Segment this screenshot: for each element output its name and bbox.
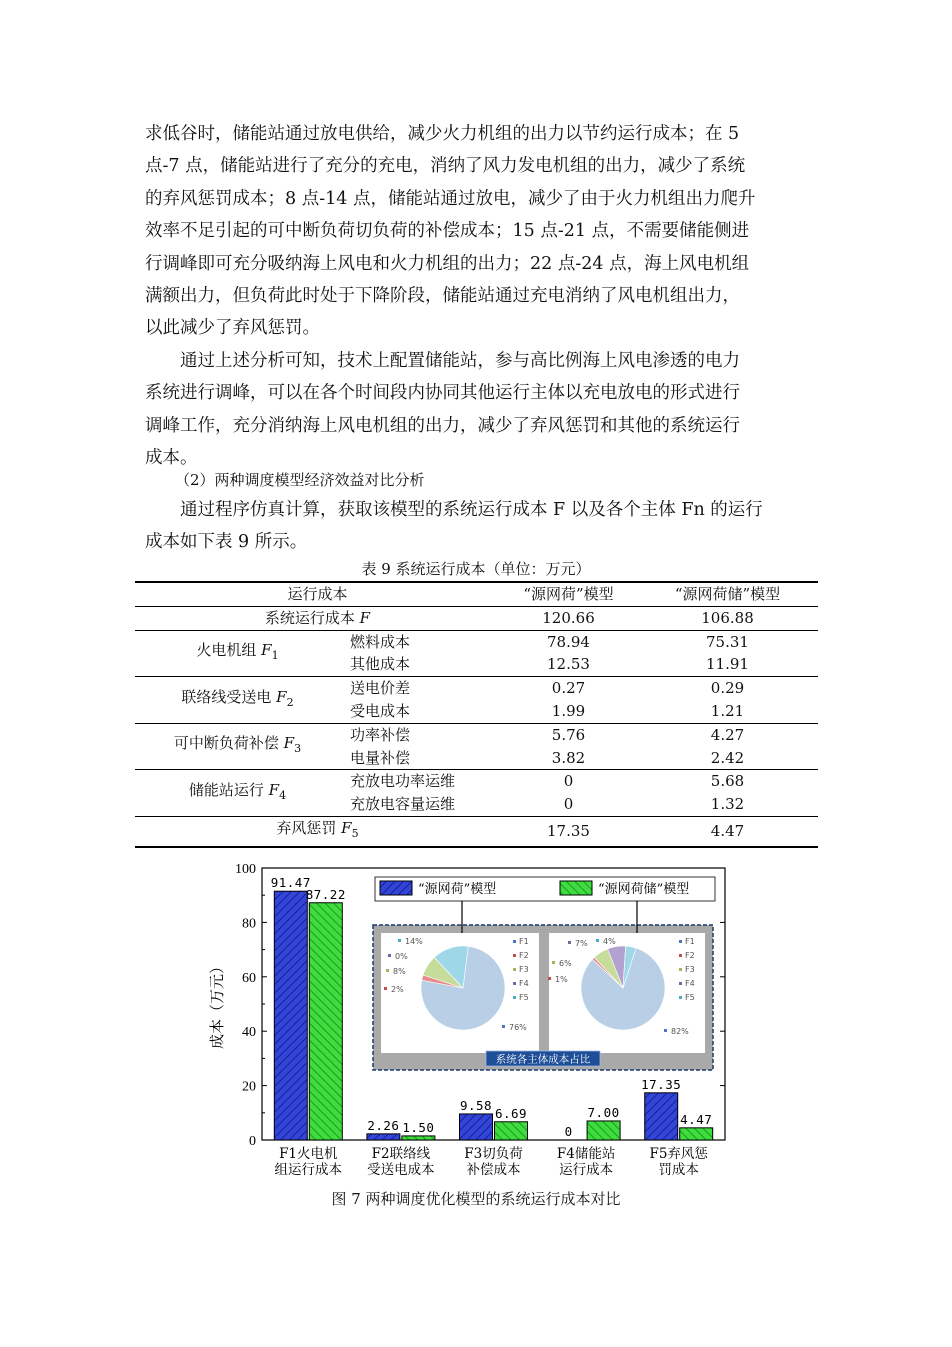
table-cell: 4.47 [637, 816, 818, 846]
table-cell: 78.94 [500, 630, 637, 653]
bar-value-label: 6.69 [494, 1105, 528, 1121]
y-axis-label: 成本（万元） [208, 958, 226, 1050]
column-header: “源网荷”模型 [500, 582, 637, 606]
pie-label-marker [384, 987, 387, 990]
x-tick-label: 受送电成本 [367, 1162, 435, 1178]
bar-value-label: 4.47 [680, 1111, 713, 1127]
bar [309, 903, 342, 1140]
x-tick-label: 运行成本 [559, 1162, 614, 1178]
paragraph-2 [145, 345, 810, 475]
table-cell: 0 [563, 795, 574, 814]
table-row [135, 723, 818, 746]
pie-label: 1% [555, 975, 568, 984]
pie-legend-marker [513, 940, 516, 943]
table-cell: 1.21 [710, 701, 745, 720]
pie-legend-marker [679, 954, 682, 957]
y-tick-label: 100 [235, 862, 256, 877]
bar-value-label: 2.26 [367, 1117, 400, 1133]
cost-comparison-chart [200, 855, 740, 1185]
bar [402, 1136, 435, 1140]
x-tick-label: 组运行成本 [274, 1162, 343, 1178]
pie-label: 76% [509, 1023, 527, 1032]
legend-swatch [380, 881, 412, 895]
pie-legend-label: F3 [685, 965, 695, 974]
table-header-row [135, 582, 818, 606]
table-cell: 75.31 [637, 630, 818, 653]
row-item-label: 受电成本 [350, 701, 411, 720]
figure-caption: 图 7 两种调度优化模型的系统运行成本对比 [331, 1190, 621, 1208]
text-line: 行调峰即可充分吸纳海上风电和火力机组的出力；22 点-24 点，海上风电机组 [145, 253, 750, 274]
row-item-label: 充放电功率运维 [340, 770, 500, 793]
table-cell: 3.82 [551, 748, 586, 767]
table-caption: 表 9 系统运行成本（单位：万元） [361, 560, 591, 578]
bar-value-label: 7.00 [587, 1104, 620, 1120]
pie-legend-label: F2 [519, 951, 529, 960]
text-line: 通过程序仿真计算，获取该模型的系统运行成本 F 以及各个主体 Fn 的运行 [145, 500, 763, 520]
pie-legend-marker [513, 954, 516, 957]
text-line: 通过上述分析可知，技术上配置储能站，参与高比例海上风电渗透的电力 [145, 351, 740, 371]
x-tick-label: F5弃风惩 [649, 1146, 708, 1162]
table-cell: 0.29 [637, 677, 818, 700]
column-header: 运行成本 [135, 582, 500, 606]
text-line: 的弃风惩罚成本；8 点-14 点，储能站通过放电，减少了由于火力机组出力爬升 [145, 188, 756, 209]
pie-label: 8% [393, 967, 406, 976]
bar [460, 1114, 493, 1140]
legend-label: “源网荷”模型 [418, 882, 497, 897]
x-tick-label: F4储能站 [556, 1146, 616, 1162]
pie-legend-marker [679, 968, 682, 971]
pie-legend-marker [679, 982, 682, 985]
legend-label: “源网荷储”模型 [598, 882, 690, 897]
pie-label-marker [596, 939, 599, 942]
inset-title: 系统各主体成本占比 [495, 1053, 591, 1066]
table-row [135, 770, 818, 793]
pie-legend-label: F1 [685, 937, 695, 946]
table-row [135, 816, 818, 846]
pie-label-marker [388, 954, 391, 957]
table-cell: 5.76 [500, 723, 637, 746]
x-tick-label: F1火电机 [279, 1146, 338, 1162]
row-group-label: 火电机组 $F_1$ [135, 630, 340, 677]
bar [274, 891, 307, 1140]
row-item-label: 燃料成本 [340, 630, 500, 653]
cost-table [135, 581, 818, 848]
table-cell: 1.99 [551, 701, 586, 720]
row-item-label: 功率补偿 [340, 723, 500, 746]
text-line: 以此减少了弃风惩罚。 [145, 318, 320, 339]
text-line: 成本如下表 9 所示。 [145, 532, 308, 553]
row-group-label: 储能站运行 $F_4$ [135, 770, 340, 817]
table-cell: 0.27 [500, 677, 637, 700]
pie-label-marker [548, 977, 551, 980]
text-line: 效率不足引起的可中断负荷切负荷的补偿成本；15 点-21 点，不需要储能侧进 [145, 221, 750, 242]
bar [367, 1134, 400, 1140]
bar [495, 1122, 528, 1140]
row-item-label: 电量补偿 [350, 748, 411, 767]
table-cell: 1.32 [710, 795, 745, 814]
text-line: 求低谷时，储能站通过放电供给，减少火力机组的出力以节约运行成本；在 5 [145, 124, 740, 144]
bar-value-label: 9.58 [459, 1097, 493, 1113]
pie-legend-marker [513, 982, 516, 985]
pie-legend-marker [679, 940, 682, 943]
pie-label: 4% [603, 937, 616, 946]
y-tick-label: 0 [249, 1134, 256, 1149]
bar [680, 1128, 713, 1140]
pie-legend-marker [513, 968, 516, 971]
pie-legend-label: F5 [685, 993, 695, 1002]
legend-swatch [560, 881, 592, 895]
bar-value-label: 87.22 [305, 886, 346, 902]
section-subheading: （2）两种调度模型经济效益对比分析 [175, 471, 425, 489]
table-cell: 12.53 [547, 655, 590, 674]
pie-legend-label: F3 [519, 965, 529, 974]
column-header: “源网荷储”模型 [637, 582, 818, 606]
row-item-label: 充放电容量运维 [350, 795, 456, 814]
x-tick-label: F2联络线 [371, 1146, 431, 1162]
text-line: 成本。 [145, 448, 198, 469]
table-cell: 4.27 [637, 723, 818, 746]
bar [587, 1121, 620, 1140]
row-label: 弃风惩罚 $F_5$ [135, 816, 500, 846]
pie-label-marker [568, 941, 571, 944]
x-tick-label: 补偿成本 [466, 1162, 521, 1178]
table-cell: 11.91 [706, 655, 749, 674]
pie-label: 6% [559, 959, 572, 968]
pie-label: 7% [575, 939, 588, 948]
pie-legend-label: F1 [519, 937, 529, 946]
pie-label-marker [398, 939, 401, 942]
pie-label-marker [664, 1029, 667, 1032]
table-cell: 0 [500, 770, 637, 793]
table-cell: 120.66 [542, 608, 595, 627]
table-cell: 5.68 [637, 770, 818, 793]
pie-label-marker [386, 969, 389, 972]
pie-label: 14% [405, 937, 423, 946]
x-tick-label: 罚成本 [658, 1162, 699, 1178]
y-tick-label: 80 [242, 916, 256, 932]
row-group-label: 可中断负荷补偿 $F_3$ [135, 723, 340, 770]
pie-label-marker [502, 1025, 505, 1028]
paragraph-3 [145, 494, 810, 559]
text-line: 调峰工作，充分消纳海上风电机组的出力，减少了弃风惩罚和其他的系统运行 [145, 415, 740, 436]
text-line: 系统进行调峰，可以在各个时间段内协同其他运行主体以充电放电的形式进行 [145, 383, 740, 404]
bar-value-label: 91.47 [270, 875, 311, 891]
text-line: 点-7 点，储能站进行了充分的充电，消纳了风力发电机组的出力，减少了系统 [145, 156, 746, 177]
table-row [135, 677, 818, 700]
x-tick-label: F3切负荷 [464, 1146, 523, 1162]
pie-legend-marker [679, 996, 682, 999]
text-line: 满额出力，但负荷此时处于下降阶段，储能站通过充电消纳了风电机组出力， [145, 286, 740, 307]
table-row [135, 606, 818, 630]
row-item-label: 送电价差 [340, 677, 500, 700]
pie-legend-label: F4 [685, 979, 695, 988]
pie-legend-label: F5 [519, 993, 529, 1002]
pie-label-marker [552, 961, 555, 964]
pie-legend-label: F2 [685, 951, 695, 960]
pie-legend-label: F4 [519, 979, 529, 988]
bar [645, 1093, 678, 1140]
pie-label: 2% [391, 985, 404, 994]
bar-value-label: 0 [564, 1124, 573, 1139]
bar-value-label: 17.35 [641, 1076, 682, 1092]
row-group-label: 联络线受送电 $F_2$ [135, 677, 340, 724]
bar-value-label: 1.50 [402, 1119, 435, 1135]
table-cell: 2.42 [710, 748, 745, 767]
row-label: 系统运行成本 F [264, 608, 371, 627]
y-tick-label: 40 [242, 1025, 256, 1041]
table-cell: 106.88 [701, 608, 754, 627]
y-tick-label: 60 [242, 970, 256, 986]
pie-legend-marker [513, 996, 516, 999]
paragraph-1 [145, 118, 810, 345]
row-item-label: 其他成本 [350, 655, 411, 674]
table-cell: 17.35 [500, 816, 637, 846]
pie-label: 82% [671, 1027, 689, 1036]
y-tick-label: 20 [242, 1079, 256, 1095]
table-row [135, 630, 818, 653]
pie-label: 0% [395, 952, 408, 961]
